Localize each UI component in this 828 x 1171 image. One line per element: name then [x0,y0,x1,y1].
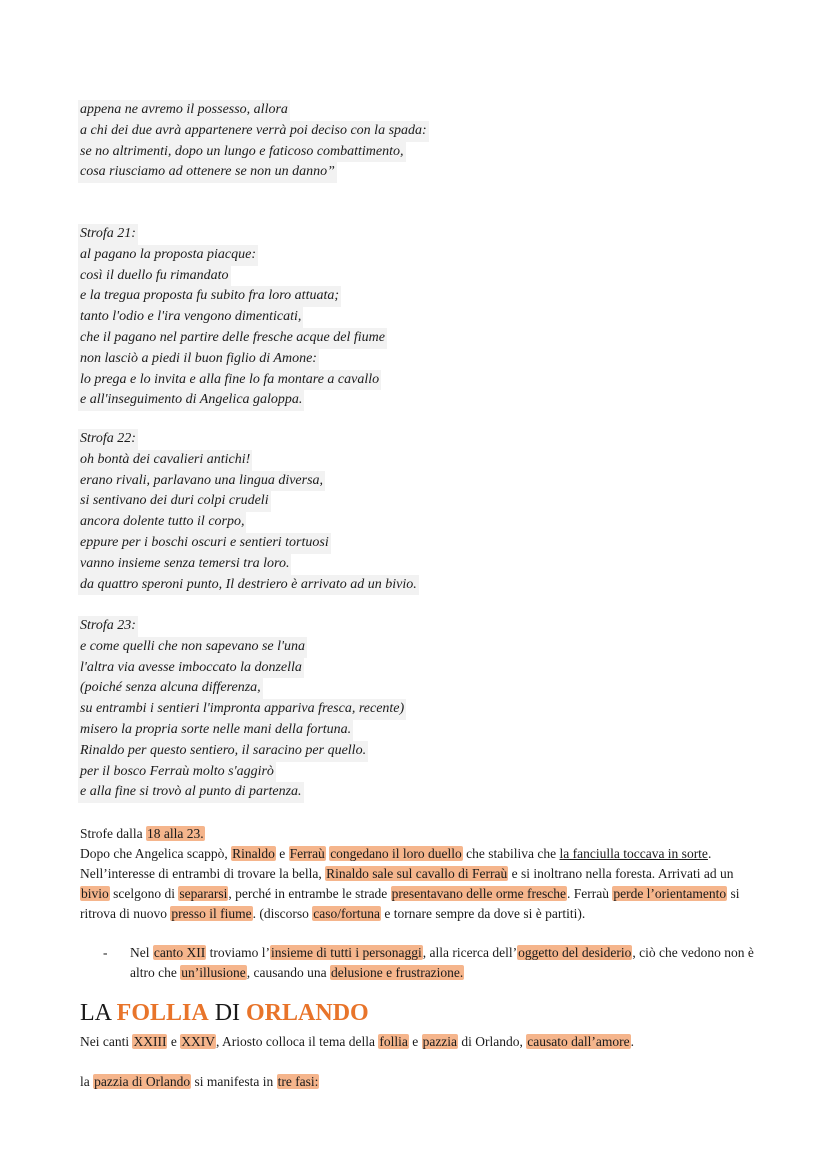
heading-accent: ORLANDO [246,1000,369,1026]
verse-line: erano rivali, parlavano una lingua diversa, [78,471,325,492]
bullet-item [103,943,763,983]
verse-line: Rinaldo per questo sentiero, il saracino per quello. [78,741,368,762]
highlighted-text: presso il fiume [171,906,252,921]
text-run: , alla ricerca dell’ [422,945,518,960]
highlighted-text: delusione e frustrazione. [330,965,464,980]
underlined-text: la fanciulla toccava in sorte [559,846,708,861]
highlighted-text: un’illusione [181,965,246,980]
bullet-dash: - [103,945,108,960]
follia-phases [80,1072,760,1092]
stanza-title: Strofa 23: [78,616,138,637]
highlighted-text: caso/fortuna [313,906,380,921]
text-run: e [408,1034,422,1049]
text-run: troviamo l’ [206,945,270,960]
highlighted-text: perde l’orientamento [613,886,727,901]
verse-line: si sentivano dei duri colpi crudeli [78,491,271,512]
stanza-title: Strofa 22: [78,429,138,450]
strofa-23 [80,616,406,803]
highlighted-text: Ferraù [289,846,325,861]
text-run: Dopo che Angelica scappò, [80,846,232,861]
summary-range-highlight: 18 alla 23. [146,826,204,841]
text-run: scelgono di [109,886,179,901]
follia-paragraph [80,1032,760,1052]
highlighted-text: canto XII [153,945,206,960]
text-run: Nei canti [80,1034,133,1049]
verse-line: al pagano la proposta piacque: [78,245,258,266]
text-run: Nel [130,945,153,960]
highlighted-text: oggetto del desiderio [518,945,632,960]
verse-line: lo prega e lo invita e alla fine lo fa montare a cavallo [78,370,381,391]
section-heading [80,998,369,1028]
verse-line: così il duello fu rimandato [78,266,231,287]
text-run: e tornare sempre da dove si è partiti). [380,906,586,921]
highlighted-text: pazzia [422,1034,458,1049]
highlighted-text: XXIII [133,1034,167,1049]
highlighted-text: tre fasi: [277,1074,319,1089]
highlighted-text: congedano il loro duello [330,846,462,861]
highlighted-text: separarsi [179,886,228,901]
text-run: la [80,1074,94,1089]
text-run: , Ariosto colloca il tema della [215,1034,379,1049]
highlighted-text: XXIV [181,1034,215,1049]
highlighted-text: bivio [81,886,109,901]
verse-line: (poiché senza alcuna differenza, [78,678,263,699]
verse-line: tanto l'odio e l'ira vengono dimenticati, [78,307,303,328]
verse-line: e all'inseguimento di Angelica galoppa. [78,390,304,411]
verse-line: se no altrimenti, dopo un lungo e faticoso combattimento, [78,142,406,163]
text-run: e [167,1034,181,1049]
text-run: , causando una [246,965,330,980]
verse-line: l'altra via avesse imboccato la donzella [78,658,304,679]
text-run: . Ferraù [566,886,613,901]
bullet-text [130,943,763,983]
verse-line: per il bosco Ferraù molto s'aggirò [78,762,276,783]
text-run: si manifesta in [191,1074,277,1089]
highlighted-text: presentavano delle orme fresche [391,886,566,901]
verse-line: e come quelli che non sapevano se l'una [78,637,307,658]
text-run: . [630,1034,634,1049]
intro-verses [80,100,429,183]
text-run: che stabiliva che [462,846,560,861]
verse-line: cosa riusciamo ad ottenere se non un danno” [78,162,337,183]
highlighted-text: Rinaldo sale sul cavallo di Ferraù [326,866,508,881]
verse-line: eppure per i boschi oscuri e sentieri tortuosi [78,533,331,554]
verse-line: su entrambi i sentieri l'impronta appariva fresca, recente) [78,699,406,720]
verse-line: ancora dolente tutto il corpo, [78,512,246,533]
summary-range [80,824,760,844]
text-run: . (discorso [252,906,313,921]
verse-line: e la tregua proposta fu subito fra loro attuata; [78,286,341,307]
highlighted-text: causato dall’amore [527,1034,630,1049]
verse-line: vanno insieme senza temersi tra loro. [78,554,291,575]
summary-range-text: Strofe dalla [80,826,146,841]
text-run: , perché in entrambe le strade [228,886,391,901]
text-run: e si inoltrano nella foresta. Arrivati ad un [508,866,734,881]
summary-paragraph [80,844,760,924]
verse-line: a chi dei due avrà appartenere verrà poi deciso con la spada: [78,121,429,142]
highlighted-text: follia [379,1034,408,1049]
verse-line: non lasciò a piedi il buon figlio di Amone: [78,349,319,370]
text-run: , ciò che vedono non è altro che [130,945,754,980]
highlighted-text: Rinaldo [232,846,275,861]
highlighted-text: pazzia di Orlando [94,1074,191,1089]
highlighted-text: insieme di tutti i personaggi [270,945,422,960]
text-run: si ritrova di nuovo [80,886,740,921]
strofa-22 [80,429,419,595]
heading-accent: FOLLIA [116,1000,209,1026]
verse-line: oh bontà dei cavalieri antichi! [78,450,252,471]
text-run: . Nell’interesse di entrambi di trovare la bella, [80,846,712,881]
stanza-title: Strofa 21: [78,224,138,245]
heading-part: LA [80,1000,117,1026]
verse-line: e alla fine si trovò al punto di partenza. [78,782,304,803]
verse-line: misero la propria sorte nelle mani della fortuna. [78,720,353,741]
verse-line: da quattro speroni punto, Il destriero è arrivato ad un bivio. [78,575,419,596]
text-run: e [275,846,289,861]
strofa-21 [80,224,387,411]
text-run: di Orlando, [458,1034,527,1049]
verse-line: appena ne avremo il possesso, allora [78,100,290,121]
verse-line: che il pagano nel partire delle fresche acque del fiume [78,328,387,349]
heading-part: DI [208,1000,247,1026]
